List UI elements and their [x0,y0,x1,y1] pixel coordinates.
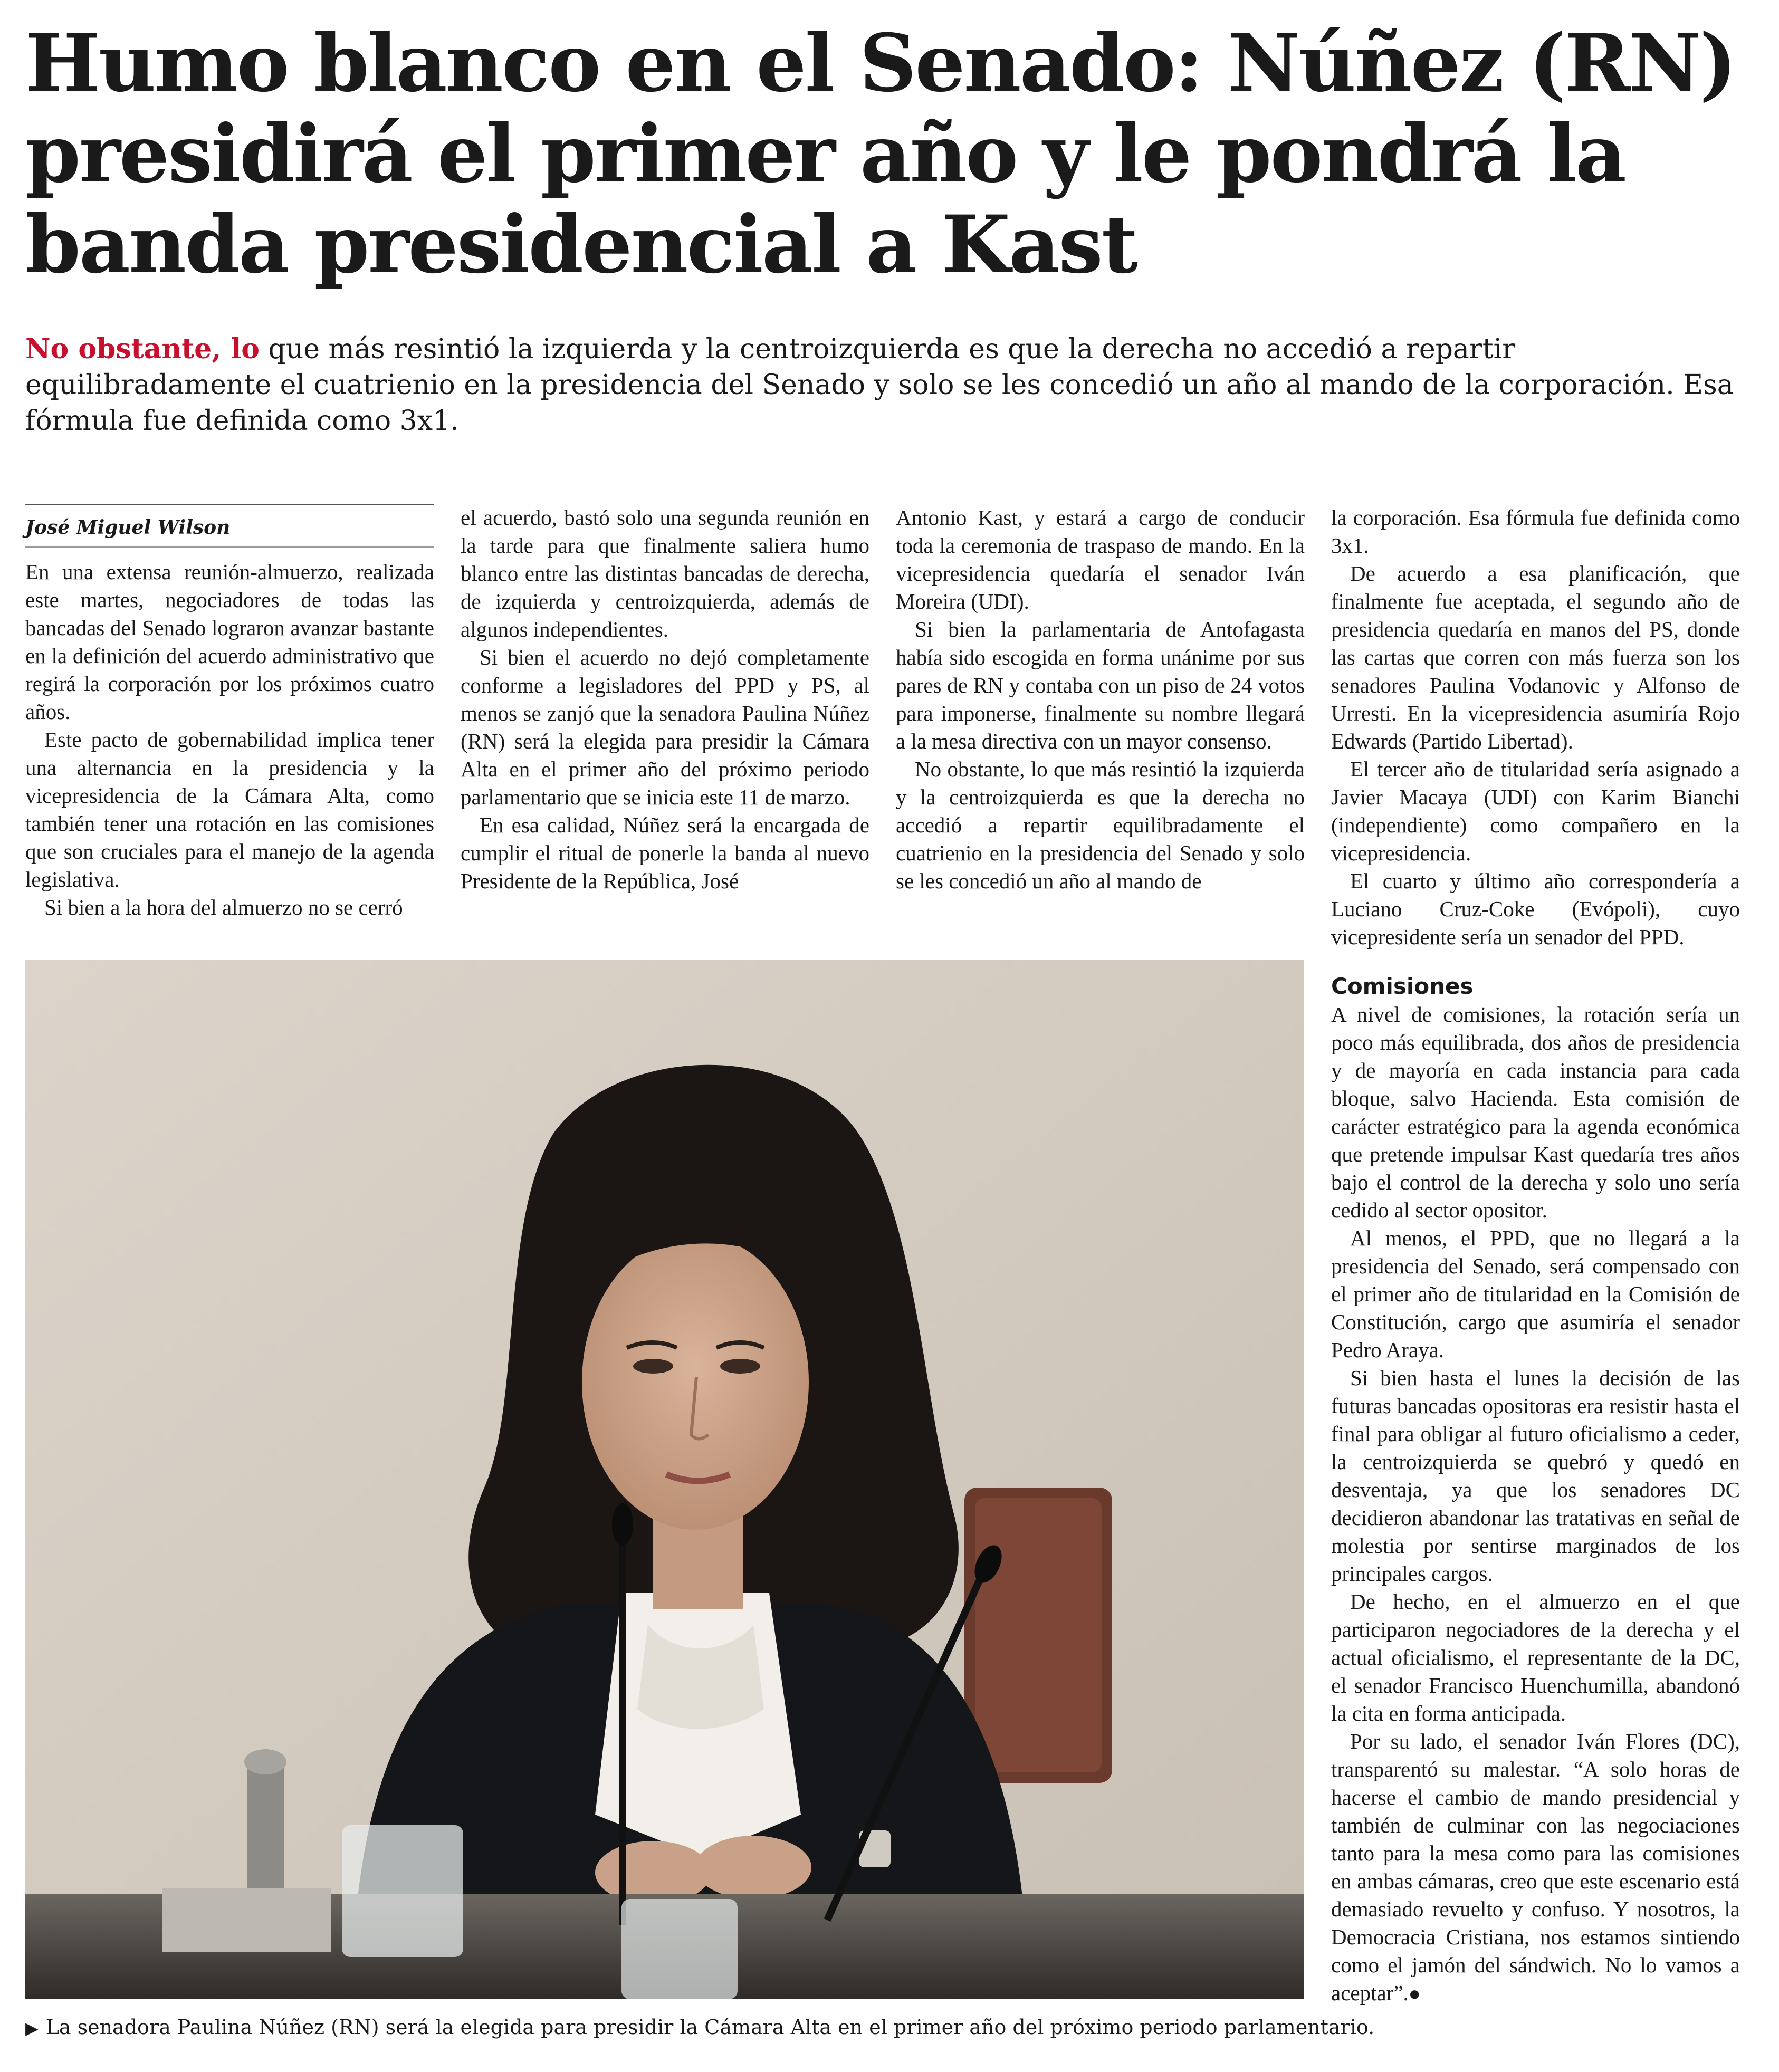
photo-caption [25,2014,1375,2041]
paragraph: Si bien a la hora del almuerzo no se cerró [44,895,403,919]
paragraph: No obstante, lo que más resintió la izquierda y la centroizquierda es que la derecha no accedió a repartir equilibradamente el cuatrienio en la presidencia del Senado y solo se les concedió un año al mando de [896,757,1305,893]
paragraph: Al menos, el PPD, que no llegará a la presidencia del Senado, será compensado con el primer año de titularidad en la Comisión de Constitución, cargo que asumiría el senador Pedro Araya. [1331,1226,1740,1362]
deck-lead: No obstante, lo [25,333,260,365]
paragraph: Si bien el acuerdo no dejó completamente conforme a legisladores del PPD y PS, al menos se zanjó que la senadora Paulina Núñez (RN) será la elegida para presidir la Cámara Alta en el primer año del próximo periodo parlamentario que se inicia este 11 de marzo. [461,645,869,809]
closing-quote-text: Por su lado, el senador Iván Flores (DC), transparentó su malestar. “A solo horas de hacerse el cambio de mando presidencial y también de culminar con las negociaciones tanto para la mesa como para las comisiones en ambas cámaras, creo que este escenario está demasiado revuelto y confuso. Y nosotros, la Democracia Cristiana, nos estamos sintiendo como el jamón del sándwich. No lo vamos a aceptar”. [1331,1729,1740,2005]
paragraph: Si bien la parlamentaria de Antofagasta había sido escogida en forma unánime por sus pares de RN y contaba con un piso de 24 votos para imponerse, finalmente su nombre llegará a la mesa directiva con un mayor consenso. [896,617,1305,753]
paragraph: Si bien hasta el lunes la decisión de las futuras bancadas opositoras era resistir hasta el final para obligar al futuro oficialismo a ceder, la centroizquierda se quebró y quedó en desventaja, ya que los senadores DC decidieron abandonar las tratativas en señal de molestia por sentirse marginados de los principales cargos. [1331,1366,1740,1586]
deck-text: que más resintió la izquierda y la centroizquierda es que la derecha no accedió a repartir equilibradamente el cuatrienio en la presidencia del Senado y solo se les concedió un año al mando de la corporación. Esa fórmula fue definida como 3x1. [25,333,1734,437]
paragraph: Antonio Kast, y estará a cargo de conducir toda la ceremonia de traspaso de mando. En la vicepresidencia quedaría el senador Iván Moreira (UDI). [896,505,1305,613]
subhead-comisiones: Comisiones [1331,973,1474,999]
headline: Humo blanco en el Senado: Núñez (RN) presidirá el primer año y le pondrá la banda presidencial a Kast [25,17,1736,291]
paragraph: el acuerdo, bastó solo una segunda reunión en la tarde para que finalmente saliera humo blanco entre las distintas bancadas de derecha, de izquierda y centroizquierda, además de algunos independientes. [461,505,869,641]
paragraph: En una extensa reunión-almuerzo, realizada este martes, negociadores de todas las bancadas del Senado lograron avanzar bastante en la definición del acuerdo administrativo que regirá la corporación por los próximos cuatro años. [25,560,434,724]
paragraph: A nivel de comisiones, la rotación sería un poco más equilibrada, dos años de presidencia y de mayoría en cada instancia para cada bloque, salvo Hacienda. Esta comisión de carácter estratégico para la agenda económica que pretende impulsar Kast quedaría tres años bajo el control de la derecha y solo uno sería cedido al sector opositor. [1331,1002,1740,1222]
caption-arrow-icon: ▶ [25,2018,39,2038]
column-3 [896,504,1305,895]
caption-text: La senadora Paulina Núñez (RN) será la elegida para presidir la Cámara Alta en el primer año del próximo periodo parlamentario. [45,2016,1375,2039]
paragraph: De acuerdo a esa planificación, que finalmente fue aceptada, el segundo año de presidencia quedaría en manos del PS, donde las cartas que corren con más fuerza son los senadores Paulina Vodanovic y Alfonso de Urresti. En la vicepresidencia asumiría Rojo Edwards (Partido Libertad). [1331,561,1740,753]
paragraph: En esa calidad, Núñez será la encargada de cumplir el ritual de ponerle la banda al nuevo Presidente de la República, José [461,813,869,893]
column-1 [25,504,434,922]
article-photo [25,960,1304,1999]
column-2 [461,504,869,895]
paragraph [1331,1728,1740,2008]
paragraph: El tercer año de titularidad sería asignado a Javier Macaya (UDI) con Karim Bianchi (independiente) como compañero en la vicepresidencia. [1331,757,1740,865]
byline: José Miguel Wilson [25,504,434,548]
paragraph: El cuarto y último año correspondería a Luciano Cruz-Coke (Evópoli), cuyo vicepresidente sería un senador del PPD. [1331,869,1740,949]
paragraph: De hecho, en el almuerzo en el que participaron negociadores de la derecha y el actual oficialismo, el representante de la DC, el senador Francisco Huenchumilla, abandonó la cita en forma anticipada. [1331,1589,1740,1725]
photo-illustration [25,960,1304,1999]
end-mark-icon: ● [1408,1983,1421,2005]
paragraph: la corporación. Esa fórmula fue definida como 3x1. [1331,505,1740,558]
deck [25,331,1740,439]
paragraph: Este pacto de gobernabilidad implica tener una alternancia en la presidencia y la vicepresidencia de la Cámara Alta, como también tener una rotación en las comisiones que son cruciales para el manejo de la agenda legislativa. [25,727,434,891]
column-4 [1331,504,1740,2008]
